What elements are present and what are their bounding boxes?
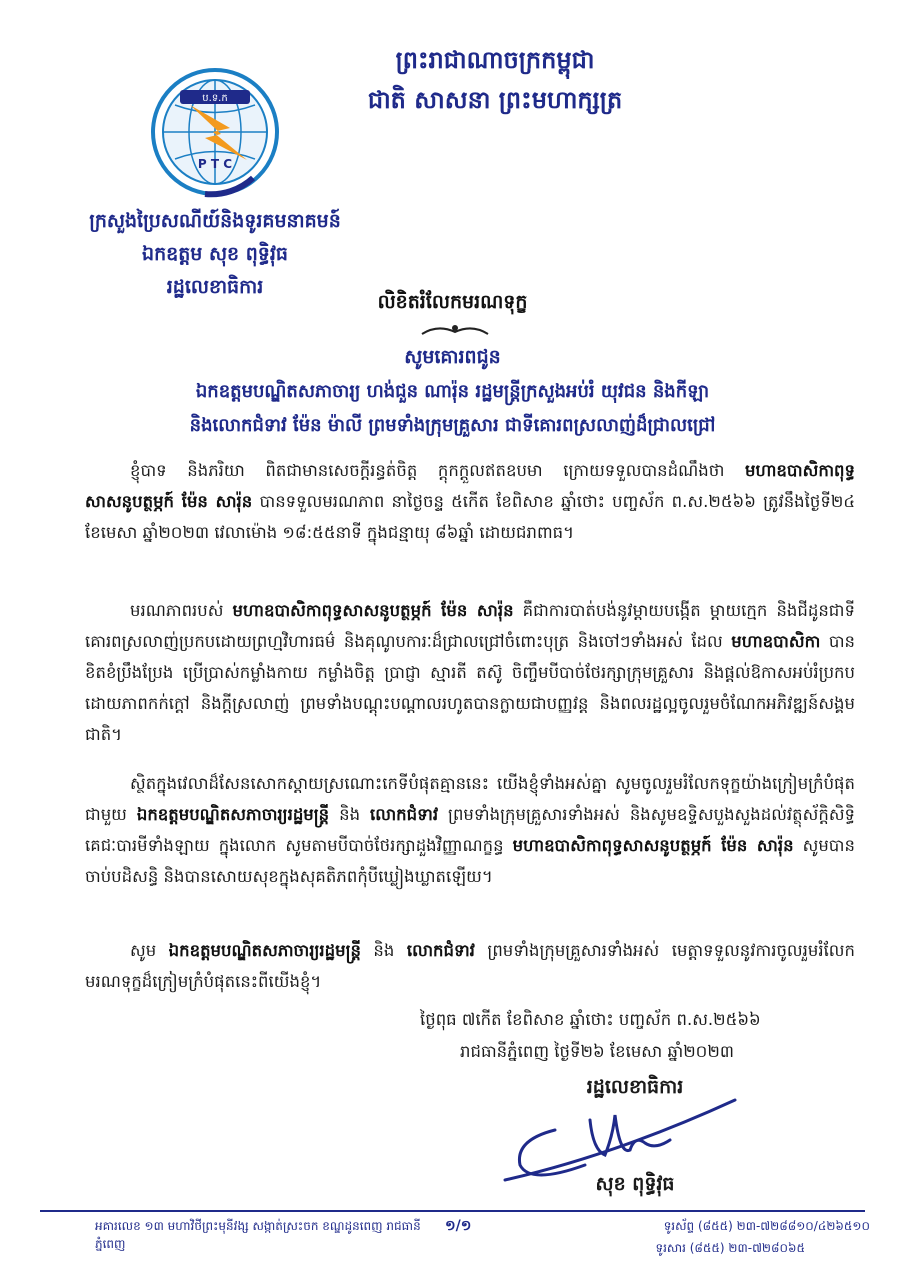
p4-text-3: ព្រមទាំងក្រុមគ្រួសារទាំងអស់ មេត្តាទទួលនូវការចូលរួមរំលែកមរណទុក្ខដ៏ក្រៀមក្រំបំផុតនេះពីយើងខ្ញុំ។: [85, 941, 855, 991]
footer-fax: ទូរសារ (៨៥៥) ២៣-៧២៨០៦៥: [655, 1241, 805, 1255]
p2-text-2: គឺជាការបាត់បង់នូវម្តាយបង្កើត ម្តាយក្មេក និងជីដូនជាទីគោរពស្រលាញ់ប្រកបដោយព្រហ្មវិហារធម៌ និងគុណូបការៈដ៏ជ្រាលជ្រៅចំពោះបុត្រ និងចៅៗទាំងអស់ ដែល: [85, 601, 855, 651]
p4-text-2: និង: [360, 941, 407, 960]
ministry-logo: [135, 60, 295, 205]
p2-bold-2: មហាឧបាសិកា: [731, 632, 821, 651]
date-solar: រាជធានីភ្នំពេញ ថ្ងៃទី២៦ ខែមេសា ឆ្នាំ២០២៣: [460, 1042, 734, 1061]
paragraph-1: [85, 455, 855, 548]
p1-bold: មហាឧបាសិកាពុទ្ធសាសនូបត្ថម្ភក៍ ម៉ែន សារ៉ុន: [85, 461, 855, 511]
kingdom-name: ព្រះរាជាណាចក្រកម្ពុជា: [395, 46, 595, 74]
p3-text-3: ព្រមទាំងក្រុមគ្រួសារទាំងអស់ និងសូមឧទ្ទិសបួងសួងដល់វត្ថុស័ក្តិសិទ្ធិ គេជៈបារមីទាំងឡាយ ក្នុងលោក សូមតាមបីបាច់ថែរក្សាដួងវិញ្ញាណក្ខន្ធ: [85, 805, 856, 855]
official-title: រដ្ឋលេខាធិការ: [166, 276, 264, 298]
signer-name: សុខ ពុទ្ធិវុធ: [595, 1173, 675, 1195]
signer-title: រដ្ឋលេខាធិការ: [586, 1076, 684, 1098]
recipient-line-2: និងលោកជំទាវ ម៉ែន ម៉ាលី ព្រមទាំងក្រុមគ្រួសារ ជាទីគោរពស្រលាញ់ដ៏ជ្រាលជ្រៅ: [189, 415, 716, 436]
p3-text: ស្ថិតក្នុងវេលាដ៏សែនសោកស្តាយស្រណោះកេទីបំផុតគ្មាននេះ យើងខ្ញុំទាំងអស់គ្នា សូមចូលរួមរំលែកទុក្ខយ៉ាងក្រៀមក្រំបំផុតជាមួយ: [85, 774, 855, 824]
p3-text-2: និង: [329, 805, 370, 824]
paragraph-3: [85, 768, 855, 892]
paragraph-2: [85, 595, 855, 750]
p4-bold-2: លោកជំទាវ: [406, 941, 475, 960]
footer-divider: [40, 1210, 865, 1212]
p3-bold-2: លោកជំទាវ: [370, 805, 439, 824]
ornament-divider: [420, 322, 490, 338]
recipient-block: [40, 375, 865, 443]
p4-bold: ឯកឧត្តមបណ្ឌិតសភាចារ្យរដ្ឋមន្ត្រី: [168, 941, 361, 960]
paragraph-4: [85, 935, 855, 997]
logo-text-bottom: P T C: [197, 157, 233, 171]
national-motto: ជាតិ សាសនា ព្រះមហាក្សត្រ: [367, 86, 623, 114]
recipient-line-1: ឯកឧត្តមបណ្ឌិតសភាចារ្យ ហង់ជួន ណារ៉ុន រដ្ឋមន្ត្រីក្រសួងអប់រំ យុវជន និងកីឡា: [195, 381, 710, 402]
logo-text-top: ប.ទ.ក: [202, 93, 228, 104]
respect-line: សូមគោរពជូន: [404, 346, 501, 368]
p2-text: មរណភាពរបស់: [130, 601, 233, 620]
official-name: ឯកឧត្តម សុខ ពុទ្ធិវុធ: [142, 243, 288, 265]
letter-title: លិខិតរំលែកមរណទុក្ខ: [377, 291, 528, 313]
p3-bold-3: មហាឧបាសិកាពុទ្ធសាសនូបត្ថម្ភក៍ ម៉ែន សារ៉ុន: [512, 836, 794, 855]
p1-text-2: បានទទួលមរណភាព នាថ្ងៃចន្ទ ៥កើត ខែពិសាខ ឆ្នាំថោះ បញ្ចស័ក ព.ស.២៥៦៦ ត្រូវនឹងថ្ងៃទី២៤ ខែមេសា ឆ្នាំ២០២៣ វេលាម៉ោង ១៨:៥៥នាទី ក្នុងជន្មាយុ ៨៦ឆ្នាំ ដោយជរាពាធ។: [85, 492, 856, 542]
p1-text: ខ្ញុំបាទ និងភរិយា ពិតជាមានសេចក្តីរន្ធត់ចិត្ត ក្តុកក្តួលឥតឧបមា ក្រោយទទួលបានដំណឹងថា: [130, 461, 746, 480]
ministry-name: ក្រសួងប្រៃសណីយ៍និងទូរគមនាគមន៍: [89, 210, 341, 232]
date-lunar: ថ្ងៃពុធ ៧កើត ខែពិសាខ ឆ្នាំថោះ បញ្ចស័ក ព.ស.២៥៦៦: [420, 1010, 761, 1029]
p3-bold: ឯកឧត្តមបណ្ឌិតសភាចារ្យរដ្ឋមន្ត្រី: [136, 805, 330, 824]
page-number: ១/១: [445, 1218, 472, 1234]
p3-text-4: សូមបានចាប់បដិសន្ធិ និងបានសោយសុខក្នុងសុគតិភពកុំបីឃ្លៀងឃ្លាតឡើយ។: [85, 836, 855, 886]
p2-bold: មហាឧបាសិកាពុទ្ធសាសនូបត្ថម្ភក៍ ម៉ែន សារ៉ុន: [232, 601, 514, 620]
p2-text-3: បានខិតខំប្រឹងប្រែង ប្រើប្រាស់កម្លាំងកាយ កម្លាំងចិត្ត ប្រាជ្ញា ស្មារតី តស៊ូ ចិញ្ចឹមបីបាច់ថែរក្សាក្រុមគ្រួសារ និងផ្តល់ឱកាសអប់រំប្រកបដោយភាពកក់ក្តៅ និងក្តីស្រលាញ់ ព្រមទាំងបណ្តុះបណ្តាលរហូតបានក្លាយជាបញ្ញវន្ត និងពលរដ្ឋល្អចូលរួមចំណែកអភិវឌ្ឍន៍សង្គមជាតិ។: [85, 632, 855, 744]
p4-text: សូម: [130, 941, 169, 960]
footer-telephone: ទូរស័ព្ទ (៨៥៥) ២៣-៧២៨៨១០/៤២៦៥១០: [663, 1219, 870, 1233]
footer-address: អគារលេខ ១៣ មហាវិថីព្រះមុនីវង្ស សង្កាត់ស្រះចក ខណ្ឌដូនពេញ រាជធានីភ្នំពេញ: [95, 1219, 421, 1251]
kingdom-header: [250, 40, 740, 120]
